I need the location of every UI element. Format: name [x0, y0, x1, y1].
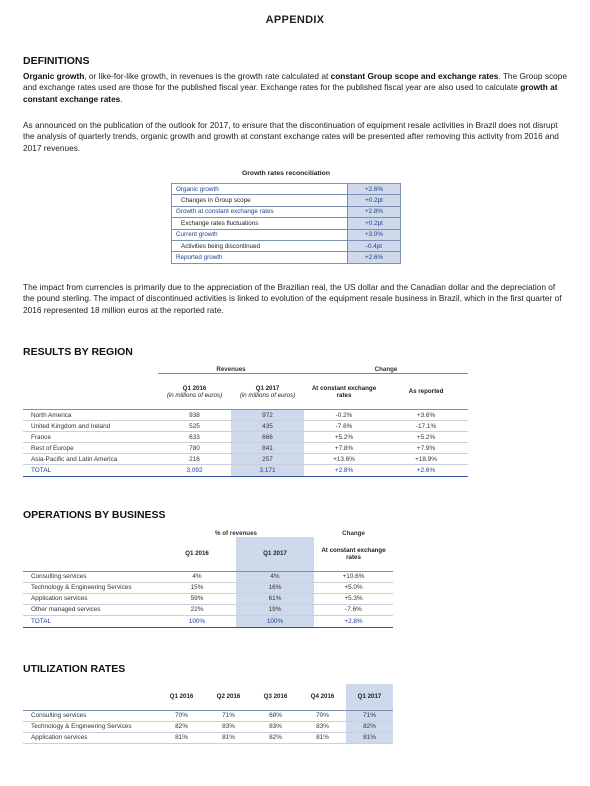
region-heading: RESULTS BY REGION	[23, 346, 133, 358]
utilization-value: 82%	[346, 721, 393, 732]
growth-reconciliation-table	[171, 183, 401, 264]
region-total-q1-2016: 3,092	[158, 465, 231, 477]
utilization-value: 83%	[299, 721, 346, 732]
business-group-revenues: % of revenues	[215, 530, 257, 537]
business-q1-2017-value: 61%	[236, 593, 314, 604]
region-q1-2016-value: 525	[158, 421, 231, 432]
recon-row-label: Organic growth	[172, 184, 348, 195]
recon-row-label: Changes in Group scope	[172, 195, 348, 206]
business-total-q1-2017: 100%	[236, 615, 314, 627]
region-col-q1-2016-label: Q1 2016	[182, 384, 207, 392]
table-row	[23, 582, 393, 593]
business-q1-2017-value: 19%	[236, 604, 314, 615]
region-q1-2017-value: 972	[231, 410, 304, 421]
business-row-label: Consulting services	[23, 571, 158, 582]
table-row	[23, 721, 393, 732]
recon-row-label: Exchange rates fluctuations	[172, 218, 348, 229]
region-constant-value: +7.8%	[304, 443, 384, 454]
recon-row	[172, 206, 401, 217]
recon-row-value: +2.6%	[348, 252, 401, 263]
definitions-paragraph-2: As announced on the publication of the outlook for 2017, to ensure that the discontinuation of equipment resale activities in Brazil does not disrupt the analysis of quarterly trends, organic growth and growth at constant exchange rates will be presented after removing this activity from 2016 and 2017 revenues.	[23, 120, 559, 153]
business-col-constant: At constant exchange rates	[321, 546, 386, 561]
region-col-reported: As reported	[408, 388, 444, 395]
region-col-q1-2017	[231, 374, 304, 410]
region-col-constant: At constant exchange rates	[311, 384, 377, 399]
region-q1-2016-value: 633	[158, 432, 231, 443]
utilization-corner	[23, 684, 158, 710]
utilization-value: 70%	[158, 710, 205, 721]
term-organic-growth: Organic growth	[23, 71, 85, 81]
utilization-value: 68%	[252, 710, 299, 721]
business-row-label: Application services	[23, 593, 158, 604]
region-row-label: Asia-Pacific and Latin America	[23, 454, 158, 465]
utilization-col-header: Q1 2016	[169, 693, 194, 701]
region-group-change: Change	[304, 366, 468, 374]
business-col-q1-2016: Q1 2016	[185, 550, 209, 558]
region-reported-value: +18.9%	[384, 454, 468, 465]
region-constant-value: -7.6%	[304, 421, 384, 432]
recon-row	[172, 229, 401, 240]
utilization-col-header: Q1 2017	[346, 684, 393, 710]
business-q1-2016-value: 4%	[158, 571, 236, 582]
recon-title: Growth rates reconciliation	[241, 170, 330, 177]
region-col-q1-2016	[158, 374, 231, 410]
definitions-heading: DEFINITIONS	[23, 55, 90, 67]
utilization-heading: UTILIZATION RATES	[23, 663, 126, 675]
utilization-header-row	[23, 684, 393, 710]
utilization-value: 83%	[205, 721, 252, 732]
p1-text-b: . The Group scope and exchange rates used are those for the published fiscal year. Exchange rates for the published fiscal year are also used to calculate	[23, 71, 567, 93]
business-q1-2017-value: 4%	[236, 571, 314, 582]
business-q1-2017-value: 16%	[236, 582, 314, 593]
business-q1-2016-value: 15%	[158, 582, 236, 593]
recon-row-label: Growth at constant exchange rates	[172, 206, 348, 217]
table-row	[23, 432, 468, 443]
region-reported-value: -17.1%	[384, 421, 468, 432]
business-q1-2016-value: 22%	[158, 604, 236, 615]
p1-text-c: .	[120, 93, 123, 104]
recon-row-value: +2.8%	[348, 206, 401, 217]
business-table	[23, 530, 393, 628]
utilization-col-header: Q3 2016	[263, 693, 288, 701]
region-reported-value: +5.2%	[384, 432, 468, 443]
term-growth-constant-rates: growth at constant exchange rates	[23, 82, 558, 104]
region-constant-value: -0.2%	[304, 410, 384, 421]
table-row	[23, 454, 468, 465]
region-reported-value: +7.9%	[384, 443, 468, 454]
utilization-value: 81%	[205, 732, 252, 743]
utilization-value: 82%	[252, 732, 299, 743]
region-table	[23, 366, 468, 477]
region-q1-2017-value: 666	[231, 432, 304, 443]
recon-row	[172, 218, 401, 229]
region-q1-2016-value: 780	[158, 443, 231, 454]
business-constant-value: +5.3%	[314, 593, 393, 604]
region-total-reported: +2.6%	[384, 465, 468, 477]
utilization-value: 81%	[158, 732, 205, 743]
business-row-label: Technology & Engineering Services	[23, 582, 158, 593]
region-q1-2017-value: 841	[231, 443, 304, 454]
region-row-label: United Kingdom and Ireland	[23, 421, 158, 432]
business-total-row	[23, 615, 393, 627]
region-total-label: TOTAL	[23, 465, 158, 477]
region-q1-2016-value: 938	[158, 410, 231, 421]
region-q1-2016-value: 216	[158, 454, 231, 465]
recon-row-value: -0.4pt	[348, 240, 401, 251]
recon-row-value: +0.2pt	[348, 195, 401, 206]
region-row-label: France	[23, 432, 158, 443]
business-q1-2016-value: 59%	[158, 593, 236, 604]
utilization-value: 81%	[346, 732, 393, 743]
region-q1-2017-value: 435	[231, 421, 304, 432]
business-total-q1-2016: 100%	[158, 615, 236, 627]
table-row	[23, 604, 393, 615]
utilization-row-label: Application services	[23, 732, 158, 743]
recon-row	[172, 252, 401, 263]
region-unit-2: (in millions of euros)	[239, 391, 296, 399]
region-q1-2017-value: 257	[231, 454, 304, 465]
utilization-value: 82%	[158, 721, 205, 732]
utilization-col-header: Q4 2016	[310, 693, 335, 701]
business-row-label: Other managed services	[23, 604, 158, 615]
business-constant-value: +10.6%	[314, 571, 393, 582]
recon-row	[172, 195, 401, 206]
business-total-constant: +2.8%	[314, 615, 393, 627]
recon-row-label: Activities being discontinued	[172, 240, 348, 251]
table-row	[23, 710, 393, 721]
utilization-value: 81%	[299, 732, 346, 743]
region-total-row	[23, 465, 468, 477]
table-row	[23, 732, 393, 743]
recon-row-label: Reported growth	[172, 252, 348, 263]
business-constant-value: +5.0%	[314, 582, 393, 593]
table-row	[23, 593, 393, 604]
table-row	[23, 421, 468, 432]
region-group-revenues: Revenues	[158, 366, 304, 374]
utilization-row-label: Consulting services	[23, 710, 158, 721]
region-total-constant: +2.8%	[304, 465, 384, 477]
p1-text-a: , or like-for-like growth, in revenues is the growth rate calculated at	[84, 71, 331, 81]
utilization-col-header: Q2 2016	[216, 693, 241, 701]
definitions-paragraph-1	[23, 71, 568, 105]
definitions-paragraph-3: The impact from currencies is primarily due to the appreciation of the Brazilian real, the US dollar and the Canadian dollar and the depreciation of the pound sterling. The impact of discontinued activities is linked to evolution of the equipment resale business in Brazil, which in the first quarter of 2016 represented 18 million euros at the reported rate.	[23, 282, 562, 315]
utilization-value: 71%	[205, 710, 252, 721]
recon-row-label: Current growth	[172, 229, 348, 240]
recon-row-value: +2.6%	[348, 184, 401, 195]
region-col-q1-2017-label: Q1 2017	[255, 384, 280, 392]
business-group-change: Change	[342, 530, 365, 537]
region-constant-value: +5.2%	[304, 432, 384, 443]
recon-row-value: +3.0%	[348, 229, 401, 240]
utilization-value: 83%	[252, 721, 299, 732]
business-heading: OPERATIONS BY BUSINESS	[23, 509, 166, 521]
utilization-row-label: Technology & Engineering Services	[23, 721, 158, 732]
table-row	[23, 410, 468, 421]
region-row-label: Rest of Europe	[23, 443, 158, 454]
region-constant-value: +13.6%	[304, 454, 384, 465]
region-unit-1: (in millions of euros)	[166, 391, 223, 399]
business-col-q1-2017: Q1 2017	[236, 537, 314, 571]
utilization-table	[23, 684, 393, 744]
utilization-value: 71%	[346, 710, 393, 721]
term-constant-scope: constant Group scope and exchange rates	[330, 71, 499, 81]
region-reported-value: +3.6%	[384, 410, 468, 421]
business-total-label: TOTAL	[23, 615, 158, 627]
region-total-q1-2017: 3,171	[231, 465, 304, 477]
utilization-value: 70%	[299, 710, 346, 721]
table-row	[23, 571, 393, 582]
recon-row	[172, 184, 401, 195]
table-row	[23, 443, 468, 454]
region-row-label: North America	[23, 410, 158, 421]
recon-row-value: +0.2pt	[348, 218, 401, 229]
recon-row	[172, 240, 401, 251]
page-title: APPENDIX	[265, 14, 325, 26]
business-constant-value: -7.6%	[314, 604, 393, 615]
